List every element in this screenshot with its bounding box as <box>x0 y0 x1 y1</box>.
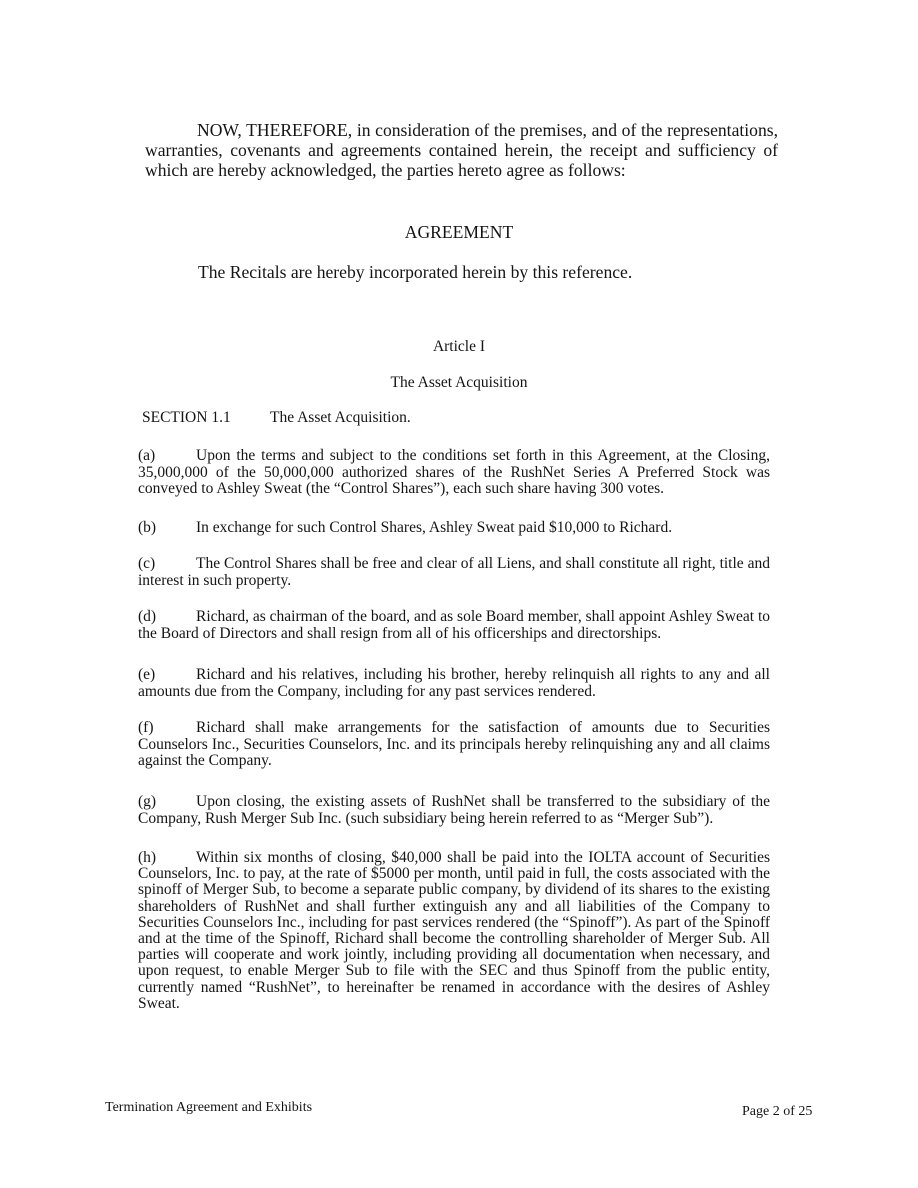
paragraph-text: Richard and his relatives, including his brother, hereby relinquish all rights to any and all amounts due from the Company, including for any past services rendered. <box>138 666 770 700</box>
paragraph-f <box>138 720 770 770</box>
paragraph-a <box>138 448 770 498</box>
paragraph-text: Upon closing, the existing assets of RushNet shall be transferred to the subsidiary of the Company, Rush Merger Sub Inc. (such subsidiary being herein referred to as “Merger Sub”). <box>138 793 770 827</box>
paragraph-label: (f) <box>138 719 154 736</box>
section-heading <box>142 409 411 427</box>
footer-document-title: Termination Agreement and Exhibits <box>105 1100 313 1115</box>
paragraph-label: (h) <box>138 849 157 866</box>
paragraph-g <box>138 794 770 827</box>
intro-paragraph: NOW, THEREFORE, in consideration of the premises, and of the representations, warranties, covenants and agreements contained herein, the receipt and sufficiency of which are hereby acknowledged, the parties hereto agree as follows: <box>145 120 778 180</box>
paragraph-text: Richard, as chairman of the board, and as sole Board member, shall appoint Ashley Sweat to the Board of Directors and shall resign from all of his officerships and directorships. <box>138 608 770 642</box>
article-title: The Asset Acquisition <box>390 374 528 391</box>
agreement-heading: AGREEMENT <box>404 222 514 242</box>
paragraph-label: (g) <box>138 793 157 810</box>
paragraph-text: Within six months of closing, $40,000 shall be paid into the IOLTA account of Securities Counselors, Inc. to pay, at the rate of $5000 per month, until paid in full, the costs associated with the spinoff of Merger Sub, to become a separate public company, by dividend of its shares to the existing shareholders of RushNet and shall further extinguish any and all liabilities of the Company to Securities Counselors Inc., including for past services rendered (the “Spinoff”). As part of the Spinoff and at the time of the Spinoff, Richard shall become the controlling shareholder of Merger Sub. All parties will cooperate and work jointly, including providing all documentation when necessary, and upon request, to enable Merger Sub to file with the SEC and thus Spinoff from the public entity, currently named “RushNet”, to hereinafter be renamed in accordance with the desires of Ashley Sweat. <box>138 849 770 1012</box>
paragraph-b <box>138 520 770 537</box>
paragraph-h <box>138 850 770 1012</box>
section-label: SECTION 1.1 <box>142 409 231 426</box>
paragraph-text: The Control Shares shall be free and clear of all Liens, and shall constitute all right, title and interest in such property. <box>138 555 770 589</box>
section-title: The Asset Acquisition. <box>270 409 411 426</box>
paragraph-text: Richard shall make arrangements for the satisfaction of amounts due to Securities Counselors Inc., Securities Counselors, Inc. and its principals hereby relinquishing any and all claims against the Company. <box>138 719 770 769</box>
footer-page-number: Page 2 of 25 <box>742 1104 813 1119</box>
paragraph-label: (c) <box>138 555 156 572</box>
paragraph-d <box>138 609 770 642</box>
paragraph-label: (e) <box>138 666 156 683</box>
recitals-paragraph: The Recitals are hereby incorporated herein by this reference. <box>198 262 633 282</box>
paragraph-label: (b) <box>138 519 157 536</box>
paragraph-text: In exchange for such Control Shares, Ashley Sweat paid $10,000 to Richard. <box>196 519 673 536</box>
paragraph-label: (a) <box>138 447 156 464</box>
paragraph-label: (d) <box>138 608 157 625</box>
paragraph-e <box>138 667 770 700</box>
article-heading: Article I <box>432 338 486 355</box>
paragraph-c <box>138 556 770 589</box>
paragraph-text: Upon the terms and subject to the conditions set forth in this Agreement, at the Closing, 35,000,000 of the 50,000,000 authorized shares of the RushNet Series A Preferred Stock was conveyed to Ashley Sweat (the “Control Shares”), each such share having 300 votes. <box>138 447 770 497</box>
